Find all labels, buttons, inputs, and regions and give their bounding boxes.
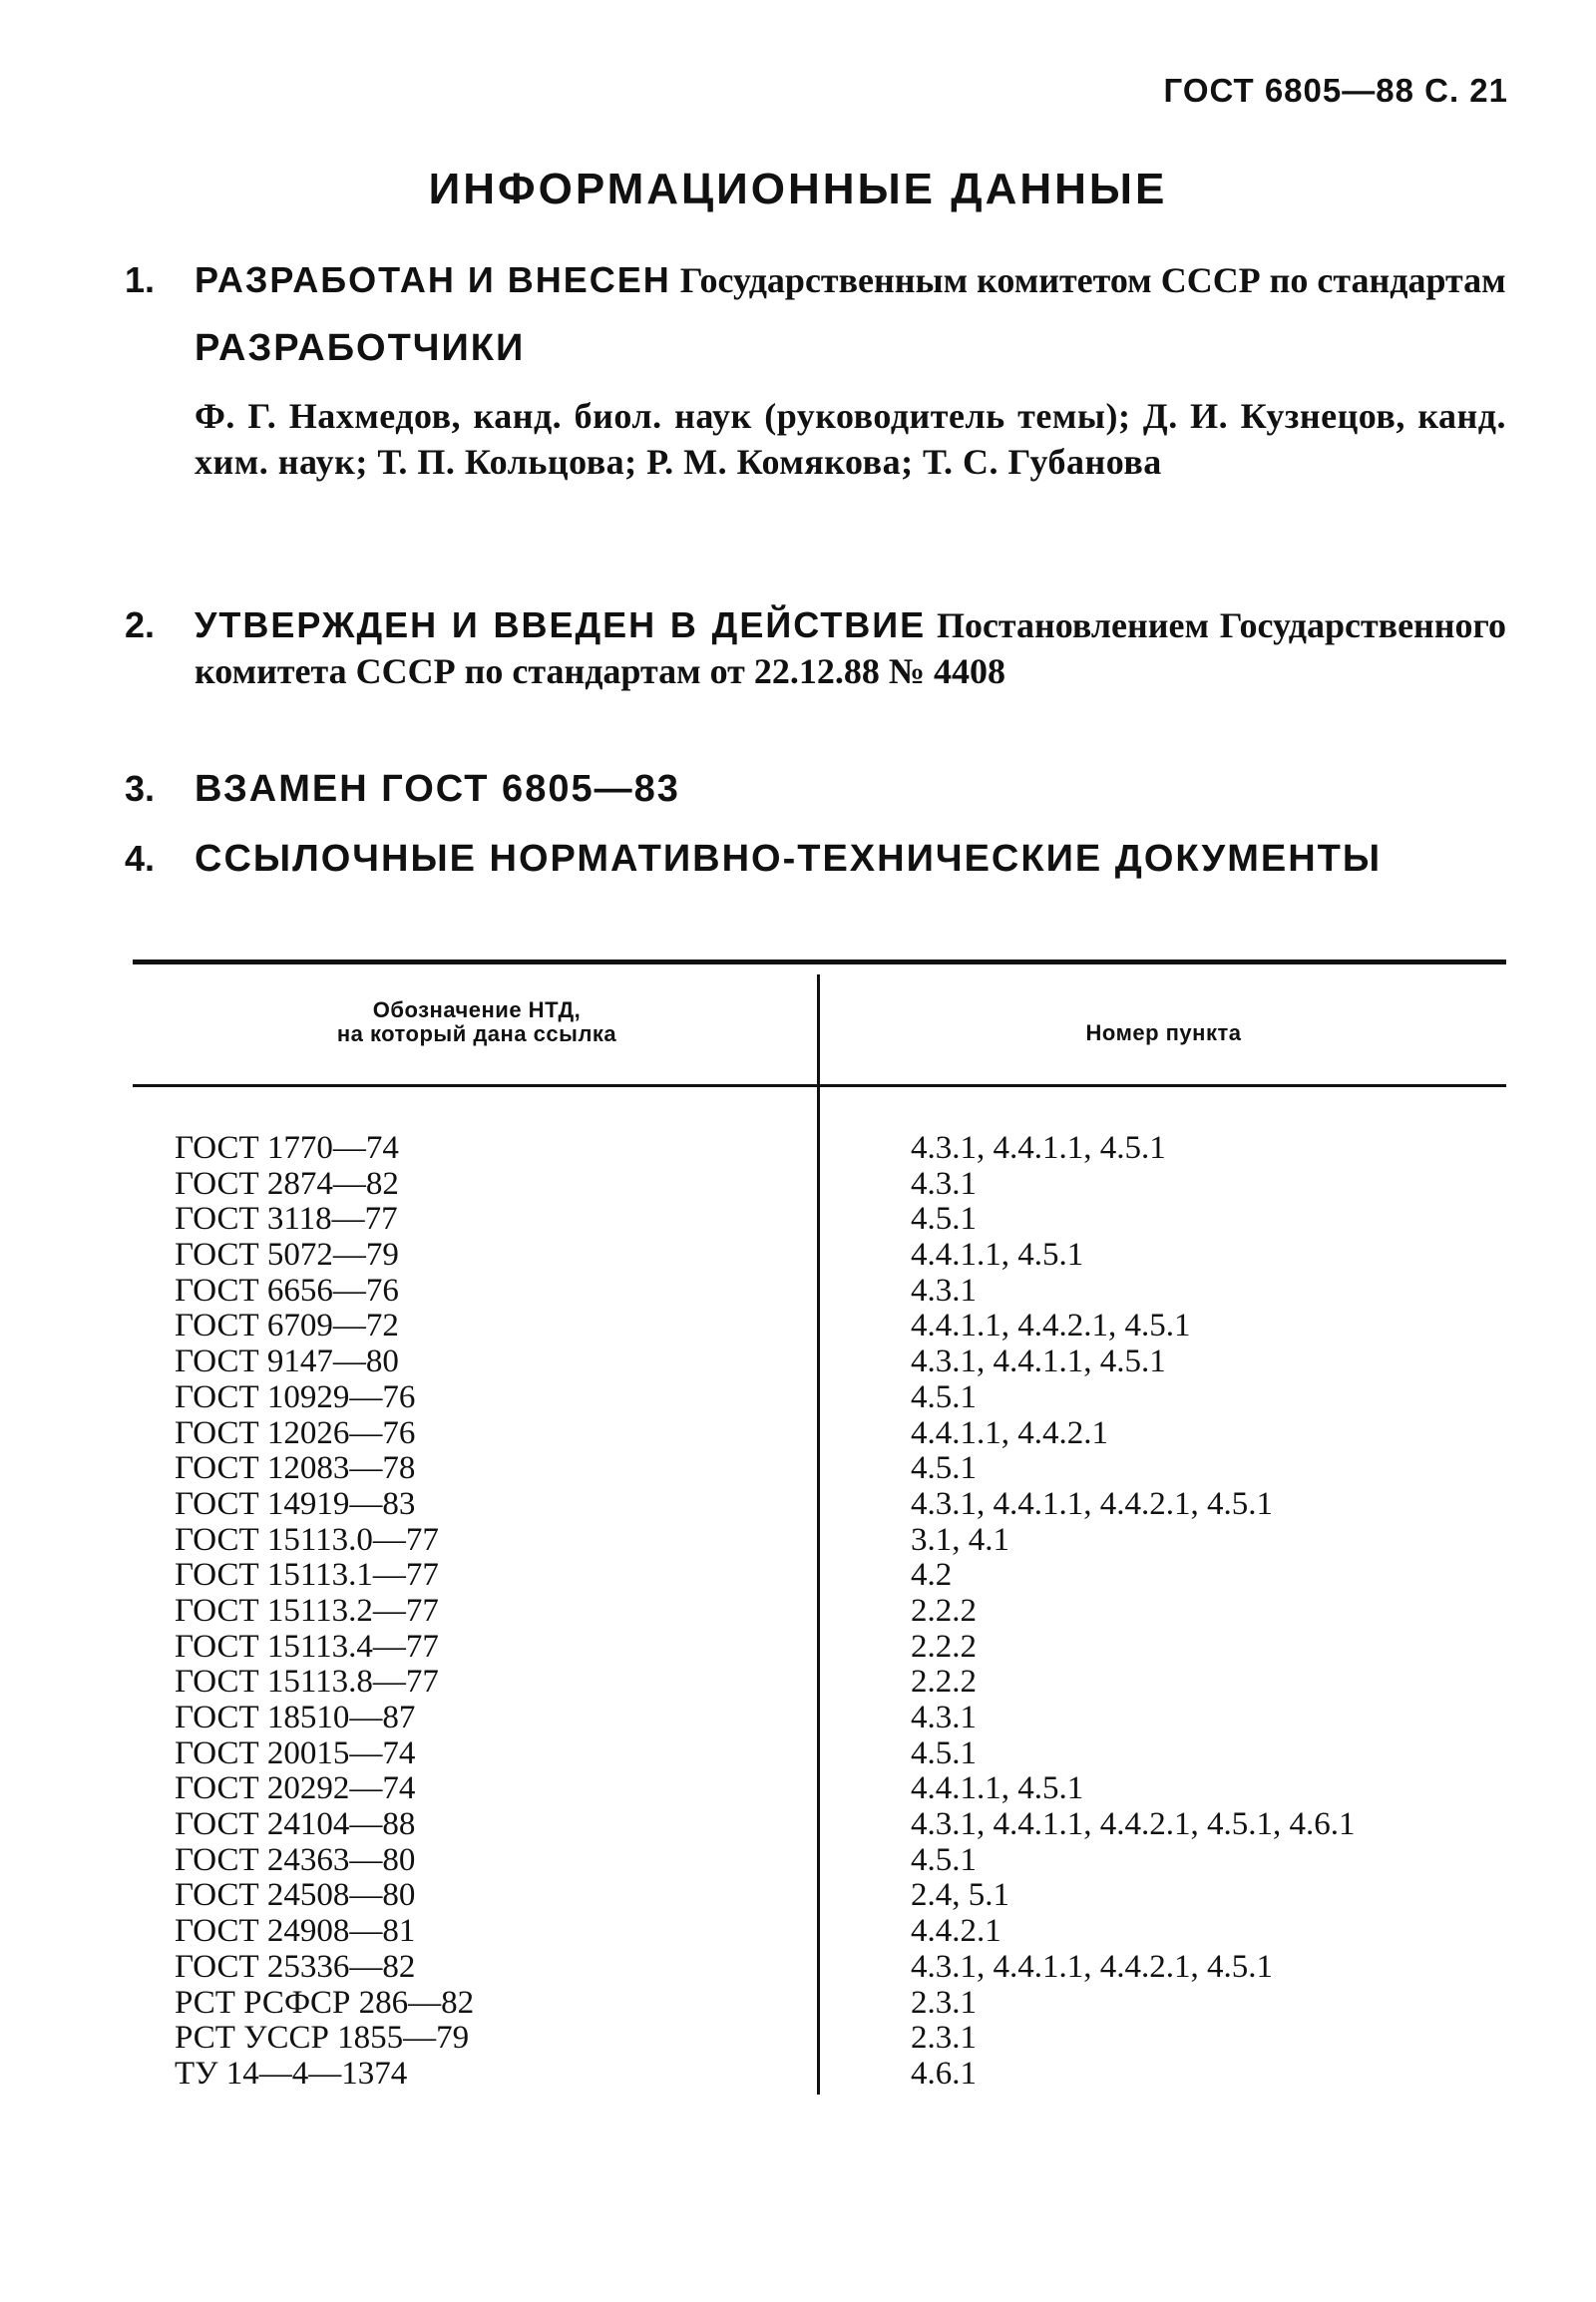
table-row	[133, 1131, 1506, 1167]
table-row	[133, 1771, 1506, 1807]
table-row	[133, 1701, 1506, 1736]
table-row	[133, 1309, 1506, 1344]
section-2-lead: УТВЕРЖДЕН И ВВЕДЕН В ДЕЙСТВИЕ	[195, 604, 927, 645]
section-1	[125, 257, 1506, 485]
ntd-designation: ГОСТ 3118—77	[175, 1201, 398, 1238]
ntd-designation: ГОСТ 20292—74	[175, 1770, 416, 1807]
table-row	[133, 1986, 1506, 2022]
clause-number: 4.3.1	[911, 1165, 977, 1202]
ntd-designation: ГОСТ 24104—88	[175, 1806, 416, 1843]
section-1-number: 1.	[125, 259, 156, 300]
ntd-designation: ГОСТ 15113.8—77	[175, 1664, 439, 1701]
table-row	[133, 1167, 1506, 1203]
ntd-designation: ГОСТ 2874—82	[175, 1165, 399, 1202]
table-row	[133, 1523, 1506, 1559]
section-1-text: Государственным комитетом СССР по стандартам	[679, 260, 1506, 300]
table-row	[133, 1950, 1506, 1986]
section-3-lead: ВЗАМЕН ГОСТ 6805—83	[195, 768, 680, 810]
clause-number: 4.3.1, 4.4.1.1, 4.4.2.1, 4.5.1	[911, 1948, 1273, 1985]
table-row	[133, 1807, 1506, 1843]
section-1-paragraph	[195, 257, 1506, 303]
clause-number: 4.4.1.1, 4.5.1	[911, 1237, 1084, 1274]
reference-table	[133, 959, 1506, 2138]
table-header	[133, 964, 1506, 1084]
clause-number: 4.5.1	[911, 1450, 977, 1487]
clause-number: 4.5.1	[911, 1734, 977, 1771]
ntd-designation: ГОСТ 15113.1—77	[175, 1557, 439, 1594]
ntd-designation: ГОСТ 14919—83	[175, 1485, 416, 1522]
table-body	[133, 1087, 1506, 2138]
document-title: ИНФОРМАЦИОННЫЕ ДАННЫЕ	[428, 165, 1168, 213]
clause-number: 4.5.1	[911, 1201, 977, 1238]
clause-number: 2.3.1	[911, 2020, 977, 2057]
ntd-designation: ТУ 14—4—1374	[175, 2055, 408, 2092]
table-row	[133, 1451, 1506, 1487]
section-3-number: 3.	[125, 768, 156, 809]
clause-number: 4.3.1, 4.4.1.1, 4.4.2.1, 4.5.1	[911, 1485, 1273, 1522]
ntd-designation: ГОСТ 9147—80	[175, 1343, 399, 1380]
section-2-number: 2.	[125, 604, 156, 645]
table-row	[133, 1487, 1506, 1523]
clause-number: 2.2.2	[911, 1664, 977, 1701]
page-header: ГОСТ 6805—88 С. 21	[1163, 72, 1508, 109]
ntd-designation: ГОСТ 10929—76	[175, 1378, 416, 1415]
clause-number: 4.5.1	[911, 1841, 977, 1878]
ntd-designation: ГОСТ 12026—76	[175, 1414, 416, 1451]
clause-number: 2.2.2	[911, 1592, 977, 1629]
clause-number: 4.6.1	[911, 2055, 977, 2092]
developers-list: Ф. Г. Нахмедов, канд. биол. наук (руководитель темы); Д. И. Кузнецов, канд. хим. наук; Т. П. Кольцова; Р. М. Комякова; Т. С. Губанова	[195, 396, 1506, 482]
section-2-paragraph	[195, 602, 1506, 694]
developers-heading: РАЗРАБОТЧИКИ	[195, 327, 526, 369]
ntd-designation: ГОСТ 24908—81	[175, 1913, 416, 1950]
clause-number: 3.1, 4.1	[911, 1521, 1009, 1558]
section-2-text: Постановлением Государственного комитета СССР по стандартам от 22.12.88 № 4408	[195, 605, 1506, 691]
table-row	[133, 1344, 1506, 1380]
ntd-designation: ГОСТ 12083—78	[175, 1450, 416, 1487]
ntd-designation: ГОСТ 15113.2—77	[175, 1592, 439, 1629]
section-1-lead: РАЗРАБОТАН И ВНЕСЕН	[195, 259, 671, 300]
ntd-designation: РСТ УССР 1855—79	[175, 2020, 470, 2057]
section-4-lead: ССЫЛОЧНЫЕ НОРМАТИВНО-ТЕХНИЧЕСКИЕ ДОКУМЕНТЫ	[195, 838, 1383, 880]
section-4	[125, 836, 1506, 882]
column-header-designation	[133, 998, 821, 1046]
ntd-designation: ГОСТ 18510—87	[175, 1700, 416, 1735]
table-row	[133, 1914, 1506, 1950]
ntd-designation: ГОСТ 20015—74	[175, 1734, 416, 1771]
clause-number: 2.3.1	[911, 1984, 977, 2021]
ntd-designation: ГОСТ 5072—79	[175, 1237, 399, 1274]
table-row	[133, 2021, 1506, 2057]
ntd-designation: РСТ РСФСР 286—82	[175, 1984, 475, 2021]
clause-number: 2.2.2	[911, 1628, 977, 1665]
table-row	[133, 1558, 1506, 1594]
ntd-designation: ГОСТ 24363—80	[175, 1841, 416, 1878]
clause-number: 2.4, 5.1	[911, 1877, 1009, 1914]
table-row	[133, 1630, 1506, 1666]
column-header-designation-line2: на который дана ссылка	[336, 1021, 617, 1046]
ntd-designation: ГОСТ 25336—82	[175, 1948, 416, 1985]
clause-number: 4.3.1, 4.4.1.1, 4.5.1	[911, 1343, 1166, 1380]
section-4-number: 4.	[125, 838, 156, 879]
clause-number: 4.4.1.1, 4.4.2.1, 4.5.1	[911, 1308, 1191, 1344]
table-row	[133, 1380, 1506, 1416]
ntd-designation: ГОСТ 15113.4—77	[175, 1628, 439, 1665]
table-row	[133, 1665, 1506, 1701]
ntd-designation: ГОСТ 6709—72	[175, 1308, 399, 1344]
ntd-designation: ГОСТ 6656—76	[175, 1272, 399, 1309]
table-row	[133, 1843, 1506, 1879]
clause-number: 4.5.1	[911, 1378, 977, 1415]
clause-number: 4.3.1, 4.4.1.1, 4.5.1	[911, 1130, 1166, 1166]
table-row	[133, 1594, 1506, 1630]
table-row	[133, 1274, 1506, 1310]
table-row	[133, 1238, 1506, 1274]
clause-number: 4.2	[911, 1557, 953, 1594]
table-row	[133, 1736, 1506, 1772]
clause-number: 4.4.2.1	[911, 1913, 1001, 1950]
clause-number: 4.3.1, 4.4.1.1, 4.4.2.1, 4.5.1, 4.6.1	[911, 1806, 1356, 1843]
column-header-clause: Номер пункта	[1085, 1020, 1242, 1045]
column-header-designation-line1: Обозначение НТД,	[372, 997, 582, 1022]
ntd-designation: ГОСТ 1770—74	[175, 1130, 399, 1166]
table-row	[133, 1202, 1506, 1238]
clause-number: 4.4.1.1, 4.4.2.1	[911, 1414, 1108, 1451]
clause-number: 4.4.1.1, 4.5.1	[911, 1770, 1084, 1807]
ntd-designation: ГОСТ 15113.0—77	[175, 1521, 439, 1558]
clause-number: 4.3.1	[911, 1700, 977, 1735]
clause-number: 4.3.1	[911, 1272, 977, 1309]
section-2	[125, 602, 1506, 694]
section-3	[125, 766, 1506, 812]
ntd-designation: ГОСТ 24508—80	[175, 1877, 416, 1914]
table-row	[133, 1416, 1506, 1452]
table-row	[133, 1878, 1506, 1914]
table-row	[133, 2057, 1506, 2093]
